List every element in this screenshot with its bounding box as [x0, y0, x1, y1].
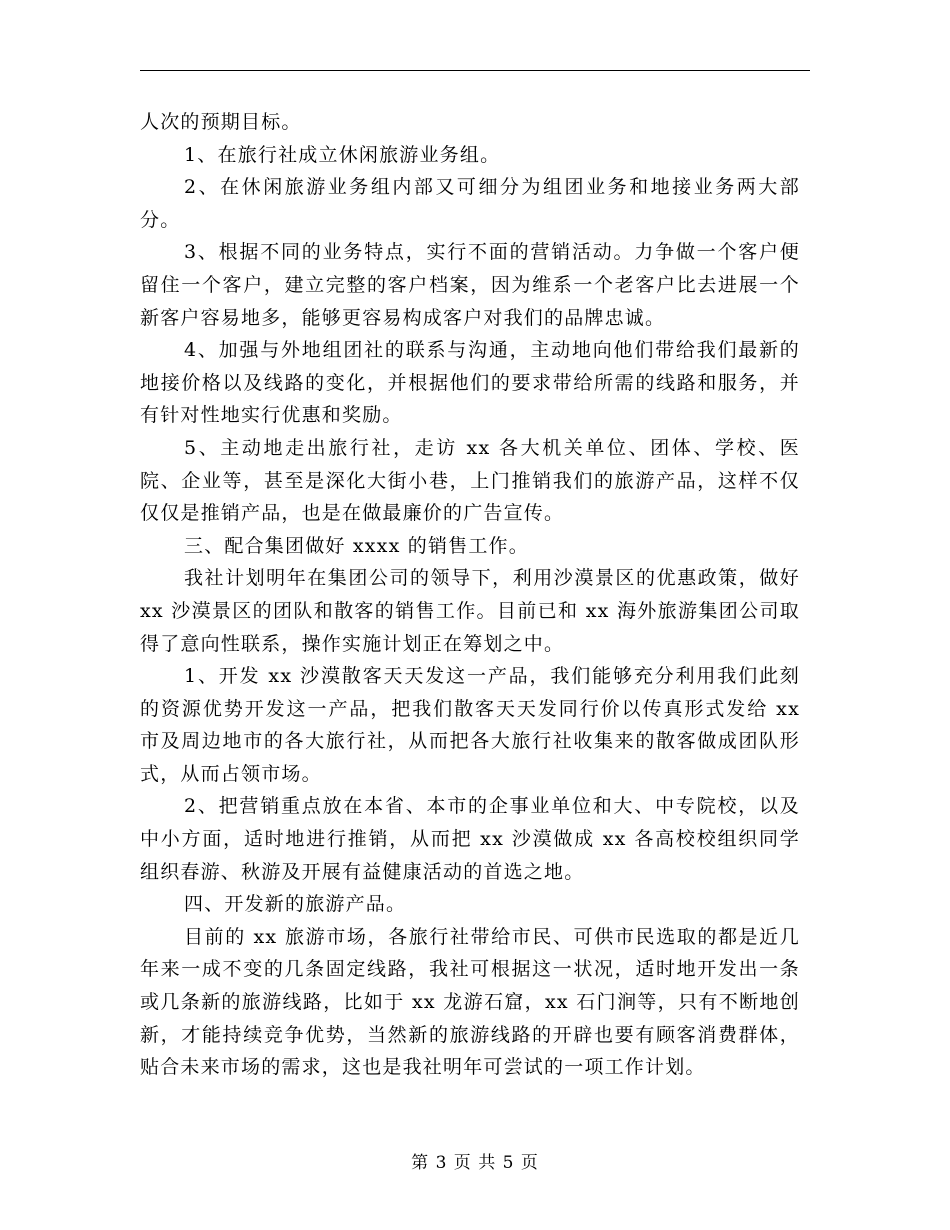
- section-heading-4: 四、开发新的旅游产品。: [184, 893, 407, 916]
- paragraph-8: 我社计划明年在集团公司的领导下，利用沙漠景区的优惠政策，做好 xx 沙漠景区的团队和散客的销售工作。目前已和 xx 海外旅游集团公司取得了意向性联系，操作实施计划正在筹划之中。: [140, 567, 800, 655]
- paragraph-6: 5、主动地走出旅行社，走访 xx 各大机关单位、团体、学校、医院、企业等，甚至是深化大街小巷，上门推销我们的旅游产品，这样不仅仅仅是推销产品，也是在做最廉价的广告宣传。: [140, 436, 800, 525]
- page-number-footer: 第 3 页 共 5 页: [411, 1153, 539, 1173]
- paragraph-5: 4、加强与外地组团社的联系与沟通，主动地向他们带给我们最新的地接价格以及线路的变化，并根据他们的要求带给所需的线路和服务，并有针对性地实行优惠和奖励。: [140, 339, 800, 427]
- paragraph-9: 1、开发 xx 沙漠散客天天发这一产品，我们能够充分利用我们此刻的资源优势开发这一产品，把我们散客天天发同行价以传真形式发给 xx 市及周边地市的各大旅行社，从而把各大旅行社收集来的散客做成团队形式，从而占领市场。: [140, 665, 800, 785]
- paragraph-3: 2、在休闲旅游业务组内部又可细分为组团业务和地接业务两大部分。: [140, 176, 800, 231]
- paragraph-2: 1、在旅行社成立休闲旅游业务组。: [184, 143, 501, 166]
- paragraph-10: 2、把营销重点放在本省、本市的企事业单位和大、中专院校，以及中小方面，适时地进行推销，从而把 xx 沙漠做成 xx 各高校校组织同学组织春游、秋游及开展有益健康活动的首选之地。: [140, 795, 800, 883]
- paragraph-1: 人次的预期目标。: [140, 111, 302, 133]
- document-body: [140, 106, 800, 1084]
- section-heading-3: 三、配合集团做好 xxxx 的销售工作。: [184, 534, 529, 557]
- paragraph-4: 3、根据不同的业务特点，实行不面的营销活动。力争做一个客户便留住一个客户，建立完整的客户档案，因为维系一个老客户比去进展一个新客户容易地多，能够更容易构成客户对我们的品牌忠诚。: [140, 241, 800, 329]
- paragraph-12: 目前的 xx 旅游市场，各旅行社带给市民、可供市民选取的都是近几年来一成不变的几条固定线路，我社可根据这一状况，适时地开发出一条或几条新的旅游线路，比如于 xx 龙游石窟，xx 石门涧等，只有不断地创新，才能持续竞争优势，当然新的旅游线路的开辟也要有顾客消费群体，贴合未来市场的需求，这也是我社明年可尝试的一项工作计划。: [140, 925, 800, 1079]
- header-rule: [140, 70, 810, 71]
